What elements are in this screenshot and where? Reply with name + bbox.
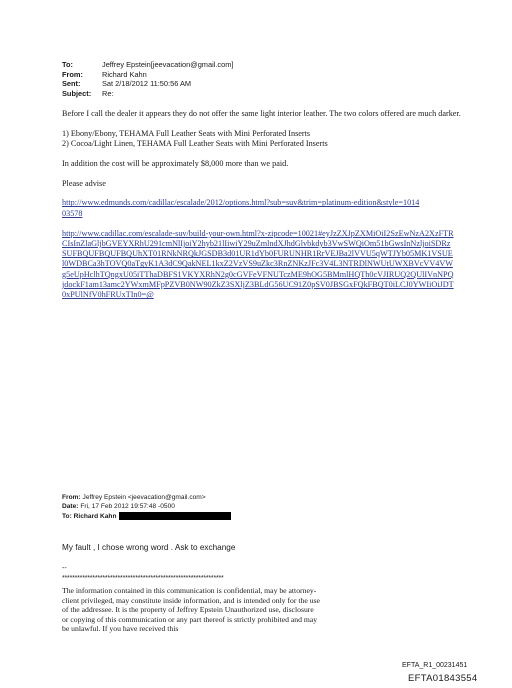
option-item: 1) Ebony/Ebony, TEHAMA Full Leather Seats with Mini Perforated Inserts xyxy=(62,128,311,138)
email-header xyxy=(62,60,233,98)
quoted-to-label: To: xyxy=(62,512,72,520)
edmunds-link[interactable]: http://www.edmunds.com/cadillac/escalade/2012/options.html?sub=suv&trim=platinum-edition&style=101403578 xyxy=(62,198,420,218)
subject-row xyxy=(62,89,233,99)
signature-stars: **************************************************************** xyxy=(62,575,224,582)
quoted-from-label: From: xyxy=(62,494,81,501)
to-value: Jeffrey Epstein[jeevacation@gmail.com] xyxy=(102,60,234,69)
from-value: Richard Kahn xyxy=(102,69,147,79)
subject-value: Re: xyxy=(102,88,114,98)
bates-number-primary: EFTA_R1_00231451 xyxy=(402,662,468,669)
sent-value: Sat 2/18/2012 11:50:56 AM xyxy=(102,79,192,89)
from-label: From: xyxy=(62,69,83,79)
quoted-date-label: Date: xyxy=(62,503,79,511)
cadillac-link[interactable]: http://www.cadillac.com/escalade-suv/build-your-own.html?x-zipcode=10021#eyJzZXJpZXMiOiI2SzEwNzA2XzFTRCIsInZlaGljbGVEYXRhU291cmNlIjoiY2hyb21lIiwiY29uZmlndXJhdGlvbkdyb3VwSWQiOm51bGwsInNzljoiSDRzSUFBQUFBQUFBQUhXT01RNkNRQkJGSDB3d01UR1dYb0FURUNHR1RrVEJBa2lVVU5qWTJYb05MK1VSUEl0WDBCa3hTOVQ0aTgyK1A3dC9QakNEL1kxZ2VzVS9uZkc3RnZNKzJFc3V4L3NTRDlNWUtUWXBVcVV4VWg5eUpHclhTQngxU05iTThaDBFS1VKYXRhN2g0cGVFeVFNUTczME9hOG5BMmlHQTh0cVJIRUQ2QUlIVnNPQjdockF1am13amc2YWxmMFpPZVB0NW90ZkZ3SXljZ3BLdG56UC91Z0pSV0JBSGxFQkFBQT0iLCJ0YWIiOiJDT0xPUlNfV0hFRUxTIn0=@ xyxy=(62,228,454,300)
to-label: To: xyxy=(62,60,73,69)
quoted-email-header xyxy=(62,493,231,521)
signature-dashes: -- xyxy=(62,565,67,572)
quoted-date-row xyxy=(62,502,231,511)
cost-paragraph: In addition the cost will be approximately $8,000 more than we paid. xyxy=(62,158,289,168)
to-row xyxy=(62,60,233,70)
body-paragraph: Before I call the dealer it appears they do not offer the same light interior leather. The two colors offered are much darker. xyxy=(62,109,461,118)
quoted-to-value: Richard Kahn xyxy=(73,512,117,520)
quoted-from-value: Jeffrey Epstein <jeevacation@gmail.com> xyxy=(82,494,206,501)
confidentiality-disclaimer: The information contained in this communication is confidential, may be attorney-client privileged, may constitute inside information, and is intended only for the use of the addressee. It is the property of Jeffrey Epstein Unauthorized use, disclosure or copying of this communication or any part thereof is strictly prohibited and may be unlawful. If you have received this xyxy=(62,586,320,634)
bates-number-secondary: EFTA01843554 xyxy=(408,673,478,684)
sent-label: Sent: xyxy=(62,79,81,89)
quoted-to-row xyxy=(62,512,231,521)
redaction-bar xyxy=(119,512,231,520)
option-list xyxy=(62,129,462,150)
quoted-from-row xyxy=(62,493,231,502)
from-row xyxy=(62,70,233,80)
quoted-date-value: Fri, 17 Feb 2012 19:57:48 -0500 xyxy=(80,503,175,511)
option-item: 2) Cocoa/Light Linen, TEHAMA Full Leather Seats with Mini Perforated Inserts xyxy=(62,139,328,149)
sent-row xyxy=(62,79,233,89)
subject-label: Subject: xyxy=(62,88,92,98)
quoted-message: My fault , I chose wrong word . Ask to exchange xyxy=(62,543,236,552)
advise-paragraph: Please advise xyxy=(62,178,106,188)
email-body xyxy=(62,109,462,310)
